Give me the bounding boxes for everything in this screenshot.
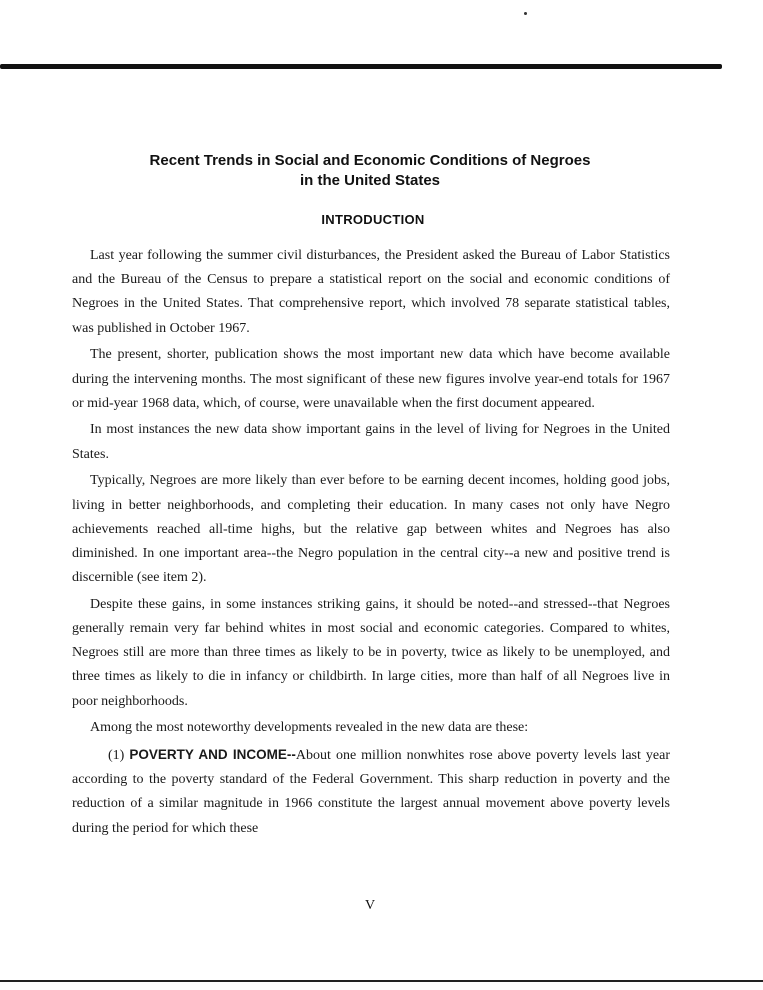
item-separator: -- xyxy=(286,747,296,763)
paragraph: In most instances the new data show important gains in the level of living for Negroes in the United States. xyxy=(72,422,670,462)
item-number: (1) xyxy=(108,748,125,764)
title-line-2: in the United States xyxy=(299,172,441,189)
paragraph: Despite these gains, in some instances striking gains, it should be noted--and stressed--that Negroes generally remain very far behind whites in most social and economic categories. Compared to whites, Negroes still are more than three times as likely to be in poverty, twice as likely to be unemployed, and three times as likely to die in infancy or childbirth. In large cities, more than half of all Negroes live in poor neighborhoods. xyxy=(72,596,670,709)
section-heading: INTRODUCTION xyxy=(321,212,425,227)
paragraph: Typically, Negroes are more likely than ever before to be earning decent incomes, holding good jobs, living in better neighborhoods, and completing their education. In many cases not only have Negro achievements reached all-time highs, but the relative gap between whites and Negroes has also diminished. In one important area--the Negro population in the central city--a new and positive trend is discernible (see item 2). xyxy=(72,473,670,586)
item-text: About one million nonwhites rose above poverty levels last year according to the poverty standard of the Federal Government. This sharp reduction in poverty and the reduction of a similar magnitude in 1966 constitute the largest annual movement above poverty levels during the period for which these xyxy=(72,748,671,836)
document-title xyxy=(0,151,740,191)
title-line-1: Recent Trends in Social and Economic Conditions of Negroes xyxy=(149,152,591,169)
paragraph: The present, shorter, publication shows the most important new data which have become available during the intervening months. The most significant of these new figures involve year-end totals for 1967 or mid-year 1968 data, which, of course, were unavailable when the first document appeared. xyxy=(72,347,670,411)
body-text xyxy=(72,244,670,843)
item-1-paragraph xyxy=(72,743,670,841)
page-number: V xyxy=(364,898,376,913)
bottom-rule xyxy=(0,980,763,982)
scan-speck xyxy=(524,12,527,15)
paragraph: Last year following the summer civil disturbances, the President asked the Bureau of Labor Statistics and the Bureau of the Census to prepare a statistical report on the social and economic conditions of Negroes in the United States. That comprehensive report, which involved 78 separate statistical tables, was published in October 1967. xyxy=(72,248,670,336)
item-lead-in: POVERTY AND INCOME xyxy=(129,747,287,763)
top-rule xyxy=(0,64,722,69)
paragraph: Among the most noteworthy developments revealed in the new data are these: xyxy=(90,720,529,736)
